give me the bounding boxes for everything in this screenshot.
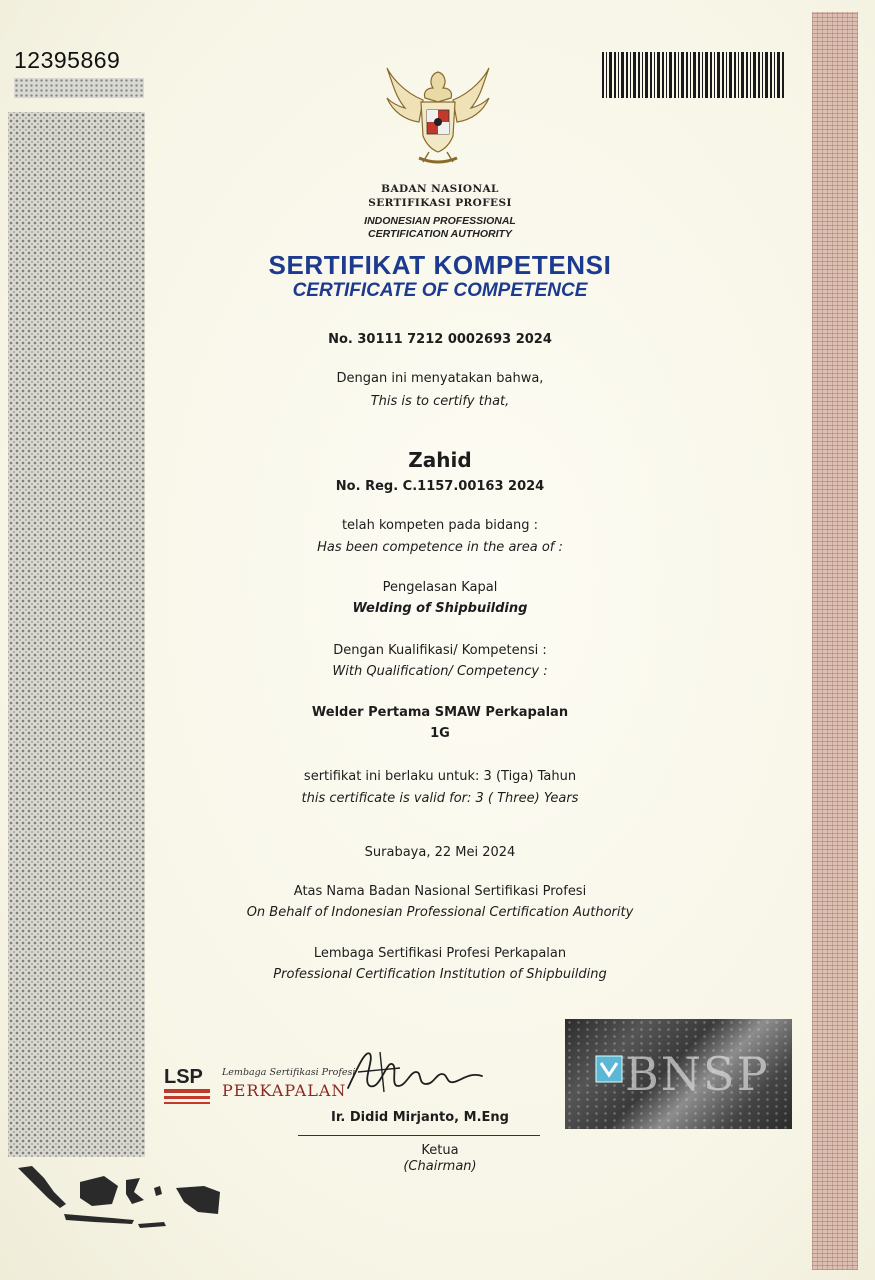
hologram-text: BNSP <box>625 1047 770 1101</box>
qualification-line1: Welder Pertama SMAW Perkapalan <box>311 705 569 720</box>
lsp-logo-small-text: Lembaga Sertifikasi Profesi <box>222 1067 356 1078</box>
agency-name-id-line1: BADAN NASIONAL <box>381 183 499 195</box>
signer-title-en: (Chairman) <box>403 1159 477 1174</box>
certificate-number: No. 30111 7212 0002693 2024 <box>328 332 552 347</box>
bnsp-hologram <box>565 1019 792 1129</box>
certify-text-id: Dengan ini menyatakan bahwa, <box>336 371 544 386</box>
security-pattern-top <box>14 78 144 98</box>
serial-number: 12395869 <box>14 47 121 73</box>
qualification-line2: 1G <box>430 726 450 741</box>
certify-text-en: This is to certify that, <box>370 394 510 409</box>
indonesia-map-icon <box>14 1158 224 1242</box>
area-label-id: telah kompeten pada bidang : <box>341 518 539 533</box>
lsp-logo-big-text: PERKAPALAN <box>222 1081 347 1100</box>
bnsp-logo-icon <box>595 1055 623 1083</box>
qualification-label-en: With Qualification/ Competency : <box>332 664 548 679</box>
agency-name-en <box>0 215 875 241</box>
signature-line <box>298 1135 540 1136</box>
validity-en: this certificate is valid for: 3 ( Three) Years <box>301 791 579 806</box>
institution-en: Professional Certification Institution of Shipbuilding <box>273 967 607 982</box>
competence-area-id: Pengelasan Kapal <box>382 580 498 595</box>
agency-name-en-line1: INDONESIAN PROFESSIONAL <box>364 215 516 227</box>
registration-number: No. Reg. C.1157.00163 2024 <box>335 479 545 494</box>
qualification-label-id: Dengan Kualifikasi/ Kompetensi : <box>333 643 547 658</box>
institution-id: Lembaga Sertifikasi Profesi Perkapalan <box>313 946 567 961</box>
holder-name: Zahid <box>408 448 472 472</box>
place-date: Surabaya, 22 Mei 2024 <box>364 845 516 860</box>
area-label-en: Has been competence in the area of : <box>317 540 563 555</box>
agency-name-id-line2: SERTIFIKASI PROFESI <box>368 197 512 209</box>
certificate-subtitle: CERTIFICATE OF COMPETENCE <box>292 280 588 301</box>
validity-id: sertifikat ini berlaku untuk: 3 (Tiga) Tahun <box>303 769 577 784</box>
behalf-en: On Behalf of Indonesian Professional Certification Authority <box>246 905 634 920</box>
signer-title-id: Ketua <box>421 1143 459 1158</box>
svg-text:LSP: LSP <box>164 1066 203 1088</box>
certificate-title: SERTIFIKAT KOMPETENSI <box>268 250 612 280</box>
barcode <box>602 52 786 98</box>
agency-name-en-line2: CERTIFICATION AUTHORITY <box>368 228 512 240</box>
competence-area-en: Welding of Shipbuilding <box>352 601 528 616</box>
signature-image <box>340 1042 490 1102</box>
agency-name-id <box>0 182 875 210</box>
garuda-emblem-icon <box>383 62 493 174</box>
signer-name: Ir. Didid Mirjanto, M.Eng <box>331 1110 509 1125</box>
lsp-mark-icon <box>162 1063 214 1107</box>
behalf-id: Atas Nama Badan Nasional Sertifikasi Profesi <box>293 884 587 899</box>
